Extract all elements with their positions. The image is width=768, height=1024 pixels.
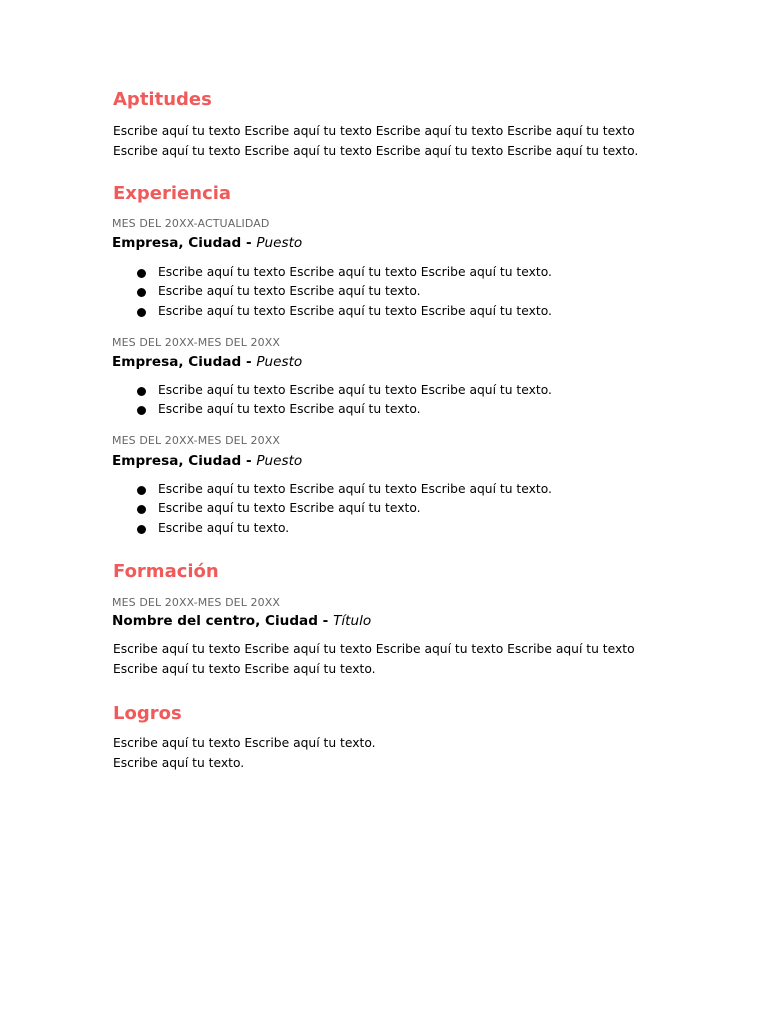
job-title: Puesto (256, 235, 303, 251)
list-item (136, 499, 552, 518)
bullet-text: Escribe aquí tu texto Escribe aquí tu texto. (158, 501, 421, 516)
list-item (136, 400, 552, 419)
experience-entry-header (112, 353, 302, 371)
experience-bullet-list (136, 381, 552, 420)
education-line: Escribe aquí tu texto Escribe aquí tu texto Escribe aquí tu texto Escribe aquí tu texto (113, 642, 635, 656)
bullet-icon (137, 486, 146, 495)
achievements-text (113, 734, 376, 773)
bullet-icon (137, 288, 146, 297)
experience-bullet-list (136, 480, 552, 538)
bullet-text: Escribe aquí tu texto Escribe aquí tu texto. (158, 402, 421, 417)
education-entry-header (112, 612, 371, 630)
job-title: Puesto (256, 354, 303, 370)
separator: - (241, 235, 257, 251)
experience-entry-header (112, 234, 302, 252)
list-item (136, 519, 552, 538)
bullet-icon (137, 269, 146, 278)
skills-line: Escribe aquí tu texto Escribe aquí tu texto Escribe aquí tu texto Escribe aquí tu texto (113, 124, 635, 138)
experience-bullet-list (136, 263, 552, 321)
achievements-line: Escribe aquí tu texto. (113, 755, 245, 770)
education-text (113, 640, 635, 679)
bullet-text: Escribe aquí tu texto Escribe aquí tu texto Escribe aquí tu texto. (158, 383, 552, 397)
list-item (136, 263, 552, 282)
skills-line: Escribe aquí tu texto Escribe aquí tu texto Escribe aquí tu texto Escribe aquí tu texto. (113, 143, 639, 158)
education-heading: Formación (113, 561, 219, 582)
bullet-icon (137, 308, 146, 317)
list-item (136, 480, 552, 499)
bullet-icon (137, 505, 146, 514)
separator: - (317, 613, 334, 629)
bullet-text: Escribe aquí tu texto Escribe aquí tu texto Escribe aquí tu texto. (158, 482, 552, 496)
list-item (136, 282, 552, 301)
degree-title: Título (333, 613, 372, 629)
achievements-line: Escribe aquí tu texto Escribe aquí tu texto. (113, 736, 376, 750)
company-name: Empresa, Ciudad (112, 453, 242, 469)
bullet-text: Escribe aquí tu texto Escribe aquí tu texto. (158, 284, 421, 299)
education-line: Escribe aquí tu texto Escribe aquí tu texto. (113, 661, 376, 676)
experience-date: MES DEL 20XX-ACTUALIDAD (112, 217, 270, 230)
experience-date: MES DEL 20XX-MES DEL 20XX (112, 336, 280, 349)
company-name: Empresa, Ciudad (112, 354, 242, 370)
school-name: Nombre del centro, Ciudad (112, 613, 318, 629)
education-date: MES DEL 20XX-MES DEL 20XX (112, 596, 280, 609)
job-title: Puesto (256, 453, 303, 469)
bullet-icon (137, 525, 146, 534)
skills-text (113, 122, 638, 161)
list-item (136, 381, 552, 400)
separator: - (241, 354, 257, 370)
bullet-icon (137, 387, 146, 396)
list-item (136, 302, 552, 321)
achievements-heading: Logros (113, 703, 182, 724)
experience-entry-header (112, 452, 302, 470)
bullet-icon (137, 406, 146, 415)
bullet-text: Escribe aquí tu texto. (158, 520, 290, 535)
company-name: Empresa, Ciudad (112, 235, 242, 251)
experience-heading: Experiencia (113, 183, 232, 204)
bullet-text: Escribe aquí tu texto Escribe aquí tu texto Escribe aquí tu texto. (158, 265, 552, 279)
bullet-text: Escribe aquí tu texto Escribe aquí tu texto Escribe aquí tu texto. (158, 303, 552, 318)
separator: - (241, 453, 257, 469)
skills-heading: Aptitudes (113, 89, 212, 110)
experience-date: MES DEL 20XX-MES DEL 20XX (112, 434, 280, 447)
